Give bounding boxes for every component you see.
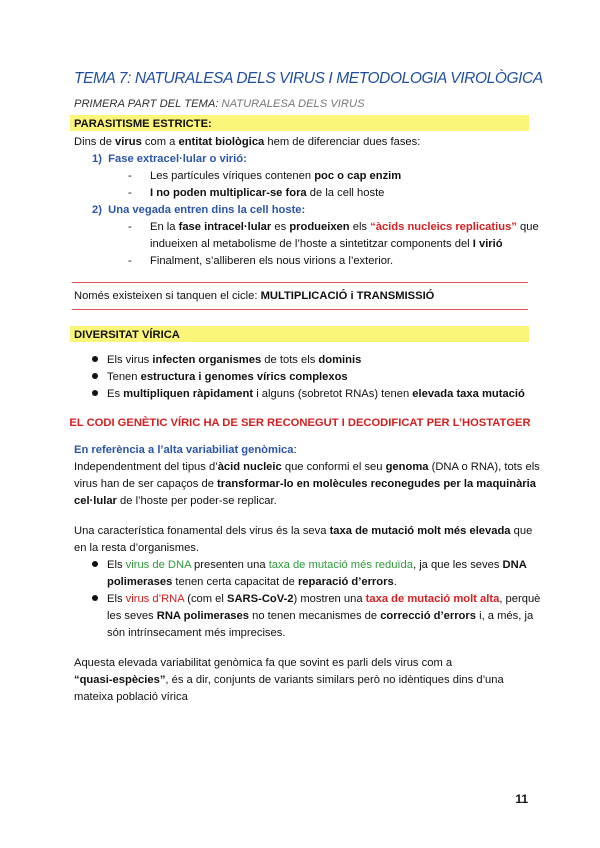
page-number: 11 — [515, 791, 528, 806]
subtitle-rest: NATURALESA DELS VIRUS — [221, 98, 365, 110]
text-bold: transformar-lo en molècules reconegudes per la maquinària — [217, 478, 536, 490]
text: de tots els — [261, 354, 319, 366]
bullet-item — [92, 386, 525, 402]
text-bold: polimerases — [107, 576, 173, 588]
list-item-continuation — [150, 236, 503, 252]
text: que — [510, 525, 533, 537]
text-bold: “quasi-espècies” — [74, 674, 166, 686]
list-number: 1) — [92, 153, 102, 165]
divider-line — [72, 282, 528, 283]
text-bold: àcid nucleic — [217, 461, 282, 473]
section-heading-parasitisme: PARASITISME ESTRICTE: — [74, 118, 212, 130]
text: hem de diferenciar dues fases: — [264, 136, 421, 148]
text: Es — [107, 388, 124, 400]
section-heading-highlight — [70, 326, 529, 342]
text: Finalment, s’alliberen els nous virions a l’exterior. — [150, 255, 394, 267]
text: Una característica fonamental dels virus és la seva — [74, 525, 330, 537]
section-heading-diversitat: DIVERSITAT VÍRICA — [74, 329, 180, 341]
list-item: - En la fase intracel·lular es produeixen els “àcids nucleics replicatius” que — [128, 221, 539, 233]
paragraph-line — [74, 672, 504, 688]
paragraph-line — [74, 523, 532, 539]
paragraph-line — [74, 689, 188, 705]
list-item: - I no poden multiplicar-se fora de la cell hoste — [128, 187, 385, 199]
phase2-heading — [92, 202, 305, 218]
bullet-icon — [92, 373, 98, 379]
bullet-icon — [92, 561, 98, 567]
bullet-continuation — [107, 574, 397, 590]
bullet-continuation — [107, 608, 533, 624]
paragraph-line — [74, 655, 452, 671]
bullet-item-rna — [92, 591, 540, 607]
text: i, a més, ja — [475, 610, 534, 622]
list-item: - Les partícules víriques contenen poc o cap enzim — [128, 170, 402, 182]
heading-text: En referència a l’alta variabiliat genòmica — [74, 444, 294, 456]
paragraph-line — [74, 540, 199, 556]
text-bold: I virió — [472, 238, 503, 250]
variability-heading — [74, 442, 297, 458]
phase-label: Una vegada entren dins la cell hoste: — [108, 204, 306, 216]
text-bold: RNA polimerases — [156, 610, 249, 622]
text: Les partícules víriques contenen — [150, 170, 315, 182]
text: Aquesta elevada variabilitat genòmica fa que sovint es parli dels virus com a — [74, 657, 453, 669]
text-bold: entitat biològica — [178, 136, 265, 148]
text: Els virus — [107, 354, 153, 366]
text: Els — [107, 559, 126, 571]
text-bold: DNA — [502, 559, 527, 571]
text: les seves — [107, 610, 157, 622]
text-red: “àcids nucleics replicatius” — [370, 221, 517, 233]
text: tenen certa capacitat de — [172, 576, 298, 588]
text: presenten una — [190, 559, 269, 571]
bullet-continuation — [107, 625, 285, 641]
page-title: TEMA 7: NATURALESA DELS VIRUS I METODOLOGIA VIROLÒGICA — [74, 70, 543, 87]
list-item: - Finalment, s’alliberen els nous virions a l’exterior. — [128, 255, 394, 267]
text: es — [271, 221, 290, 233]
text-bold: estructura i genomes vírics complexos — [140, 371, 348, 383]
bullet-item-dna — [92, 557, 527, 573]
bullet-icon — [92, 356, 98, 362]
text: : — [293, 444, 297, 456]
text-bold: elevada taxa mutació — [412, 388, 525, 400]
text: que conformi el seu — [281, 461, 386, 473]
text: són intrínsecament més imprecises. — [107, 627, 286, 639]
text: , ja que les seves — [412, 559, 503, 571]
text: indueixen al metabolisme de l’hoste a sintetitzar components del — [150, 238, 473, 250]
text-bold: I no poden multiplicar-se fora — [150, 187, 307, 199]
section-heading-highlight — [70, 115, 529, 131]
paragraph-line — [74, 459, 540, 475]
divider-line — [72, 309, 528, 310]
paragraph-line — [74, 476, 536, 492]
text: (com el — [184, 593, 228, 605]
text: en la resta d’organismes. — [74, 542, 199, 554]
text-bold: correcció d’errors — [380, 610, 476, 622]
text-bold: produeixen — [289, 221, 350, 233]
text: i alguns (sobretot RNAs) tenen — [253, 388, 413, 400]
text: no tenen mecanismes de — [248, 610, 381, 622]
text-red: taxa de mutació molt alta — [365, 593, 500, 605]
text-bold: MULTIPLICACIÓ i TRANSMISSIÓ — [260, 290, 435, 302]
paragraph-line — [74, 493, 277, 509]
subtitle-prefix: PRIMERA PART DEL TEMA: — [74, 98, 219, 110]
text-bold: taxa de mutació molt més elevada — [329, 525, 511, 537]
bullet-item — [92, 369, 348, 385]
text: de la cell hoste — [306, 187, 385, 199]
text-bold: SARS-CoV-2 — [227, 593, 294, 605]
text: Els — [107, 593, 126, 605]
text-bold: dominis — [318, 354, 362, 366]
text: de l’hoste per poder-se replicar. — [116, 495, 277, 507]
text-bold: poc o cap enzim — [314, 170, 402, 182]
text: Dins de — [74, 136, 116, 148]
text: Tenen — [107, 371, 141, 383]
red-statement: EL CODI GENÈTIC VÍRIC HA DE SER RECONEGUT I DECODIFICAT PER L’HOSTATGER — [69, 417, 531, 429]
text: els — [349, 221, 371, 233]
subtitle — [74, 96, 365, 112]
bullet-icon — [92, 595, 98, 601]
text: que — [516, 221, 539, 233]
intro-line — [74, 134, 420, 150]
text-bold: fase intracel·lular — [178, 221, 272, 233]
text: , perquè — [499, 593, 541, 605]
text: mateixa població vírica — [74, 691, 188, 703]
bullet-icon — [92, 390, 98, 396]
text-bold: virus — [115, 136, 142, 148]
text-green: taxa de mutació més reduïda — [268, 559, 413, 571]
text-bold: reparació d’errors — [297, 576, 394, 588]
text: (DNA o RNA), tots els — [428, 461, 540, 473]
text-green: virus de DNA — [125, 559, 191, 571]
list-number: 2) — [92, 204, 102, 216]
text: virus han de ser capaços de — [74, 478, 218, 490]
text: . — [393, 576, 397, 588]
text: En la — [150, 221, 179, 233]
text-bold: infecten organismes — [152, 354, 262, 366]
phase1-heading — [92, 151, 247, 167]
text-bold: multipliquen ràpidament — [123, 388, 254, 400]
text: Només existeixen si tanquen el cicle: — [74, 290, 261, 302]
text-bold: cel·lular — [74, 495, 117, 507]
text: com a — [141, 136, 179, 148]
text: , és a dir, conjunts de variants similars però no idèntiques dins d’una — [165, 674, 504, 686]
text: Independentment del tipus d’ — [74, 461, 218, 473]
text-bold: genoma — [385, 461, 429, 473]
closing-line — [74, 288, 434, 304]
text: ) mostren una — [293, 593, 366, 605]
bullet-item — [92, 352, 361, 368]
text-red: virus d’RNA — [125, 593, 185, 605]
phase-label: Fase extracel·lular o virió: — [108, 153, 247, 165]
